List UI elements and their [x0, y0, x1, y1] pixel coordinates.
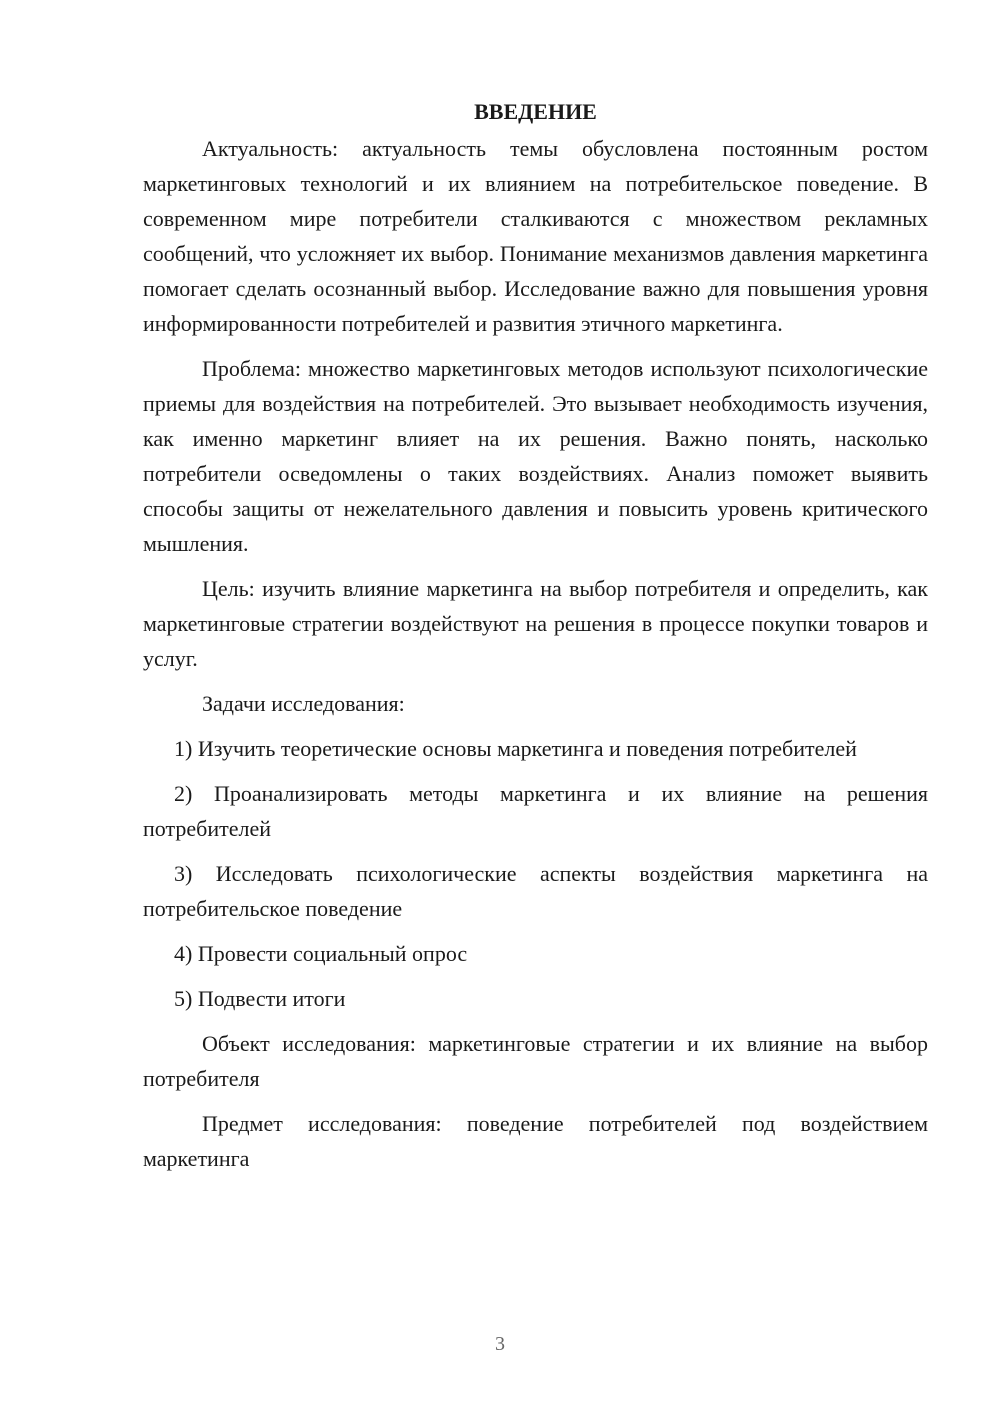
document-page: [143, 94, 928, 1186]
object-paragraph: Объект исследования: маркетинговые стратегии и их влияние на выбор потребителя: [143, 1031, 928, 1091]
goal-paragraph: Цель: изучить влияние маркетинга на выбор потребителя и определить, как маркетинговые стратегии воздействуют на решения в процессе покупки товаров и услуг.: [143, 576, 928, 671]
page-number: 3: [495, 1333, 505, 1355]
task-item-3: 3) Исследовать психологические аспекты воздействия маркетинга на потребительское поведение: [143, 861, 928, 921]
tasks-heading: Задачи исследования:: [202, 691, 405, 716]
section-heading: ВВЕДЕНИЕ: [474, 99, 597, 124]
task-item-2: 2) Проанализировать методы маркетинга и их влияние на решения потребителей: [143, 781, 928, 841]
subject-paragraph: Предмет исследования: поведение потребителей под воздействием маркетинга: [143, 1111, 928, 1171]
task-item-1: 1) Изучить теоретические основы маркетинга и поведения потребителей: [174, 736, 857, 761]
task-item-5: 5) Подвести итоги: [174, 986, 346, 1011]
task-item-4: 4) Провести социальный опрос: [174, 941, 468, 966]
relevance-paragraph: Актуальность: актуальность темы обусловлена постоянным ростом маркетинговых технологий и их влиянием на потребительское поведение. В современном мире потребители сталкиваются с множеством рекламных сообщений, что усложняет их выбор. Понимание механизмов давления маркетинга помогает сделать осознанный выбор. Исследование важно для повышения уровня информированности потребителей и развития этичного маркетинга.: [143, 136, 928, 336]
problem-paragraph: Проблема: множество маркетинговых методов используют психологические приемы для воздействия на потребителей. Это вызывает необходимость изучения, как именно маркетинг влияет на их решения. Важно понять, насколько потребители осведомлены о таких воздействиях. Анализ поможет выявить способы защиты от нежелательного давления и повысить уровень критического мышления.: [143, 356, 928, 556]
